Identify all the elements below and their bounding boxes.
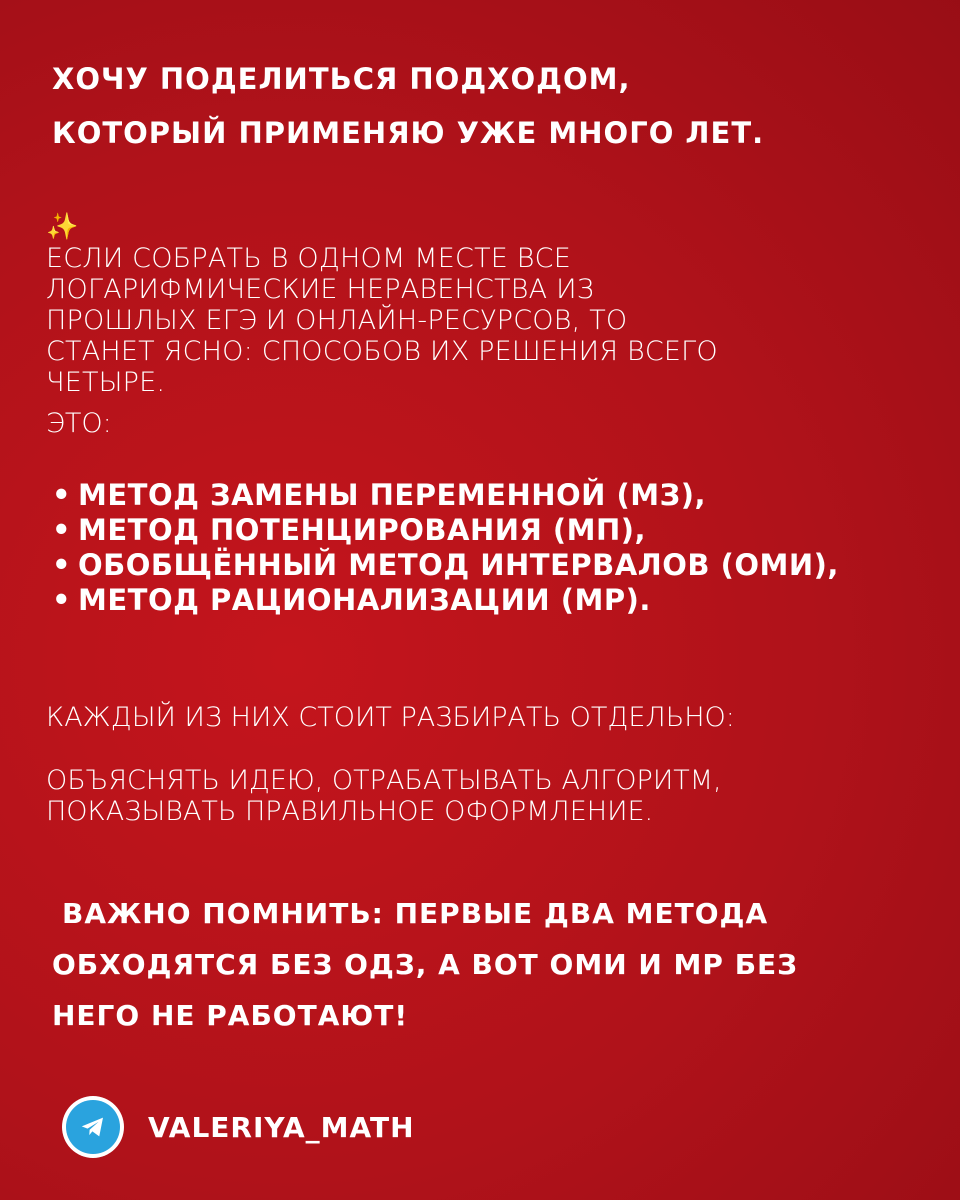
paragraph-each-method: КАЖДЫЙ ИЗ НИХ СТОИТ РАЗБИРАТЬ ОТДЕЛЬНО:: [46, 702, 735, 733]
bullet: •: [52, 548, 72, 582]
telegram-icon[interactable]: [62, 1096, 124, 1158]
method-text: МЕТОД РАЦИОНАЛИЗАЦИИ (МР).: [78, 583, 651, 617]
important-note: [52, 888, 922, 1041]
intro-line-2: ЛОГАРИФМИЧЕСКИЕ НЕРАВЕНСТВА ИЗ: [46, 274, 595, 305]
intro-paragraph: [46, 212, 926, 398]
intro-line-1: [46, 212, 926, 274]
method-text: ОБОБЩЁННЫЙ МЕТОД ИНТЕРВАЛОВ (ОМИ),: [78, 548, 839, 582]
sparkles-icon: ✨: [46, 212, 79, 242]
bullet: •: [52, 583, 72, 617]
intro-line-5: ЧЕТЫРЕ.: [46, 367, 166, 398]
eto-label: ЭТО:: [46, 408, 112, 439]
list-item: [52, 478, 952, 513]
important-line-3: НЕГО НЕ РАБОТАЮТ!: [52, 999, 409, 1032]
telegram-link[interactable]: [62, 1096, 415, 1158]
important-line-2: ОБХОДЯТСЯ БЕЗ ОДЗ, А ВОТ ОМИ И МР БЕЗ: [52, 948, 799, 981]
important-line-1: ВАЖНО ПОМНИТЬ: ПЕРВЫЕ ДВА МЕТОДА: [62, 897, 769, 930]
paragraph-explain: [46, 765, 926, 827]
telegram-handle[interactable]: VALERIYA_MATH: [148, 1110, 415, 1144]
bullet: •: [52, 478, 72, 512]
methods-list: [52, 478, 952, 618]
paragraph-explain-line-1: ОБЪЯСНЯТЬ ИДЕЮ, ОТРАБАТЫВАТЬ АЛГОРИТМ,: [46, 765, 722, 796]
heading-line-1: ХОЧУ ПОДЕЛИТЬСЯ ПОДХОДОМ,: [52, 62, 631, 96]
bullet: •: [52, 513, 72, 547]
list-item: [52, 583, 952, 618]
paragraph-explain-line-2: ПОКАЗЫВАТЬ ПРАВИЛЬНОЕ ОФОРМЛЕНИЕ.: [46, 796, 654, 827]
heading-line-2: КОТОРЫЙ ПРИМЕНЯЮ УЖЕ МНОГО ЛЕТ.: [52, 116, 765, 150]
list-item: [52, 513, 952, 548]
list-item: [52, 548, 952, 583]
method-text: МЕТОД ЗАМЕНЫ ПЕРЕМЕННОЙ (МЗ),: [78, 478, 707, 512]
heading: [52, 52, 932, 160]
intro-line-4: СТАНЕТ ЯСНО: СПОСОБОВ ИХ РЕШЕНИЯ ВСЕГО: [46, 336, 718, 367]
intro-line-1-text: ЕСЛИ СОБРАТЬ В ОДНОМ МЕСТЕ ВСЕ: [46, 243, 571, 274]
intro-line-3: ПРОШЛЫХ ЕГЭ И ОНЛАЙН-РЕСУРСОВ, ТО: [46, 305, 628, 336]
method-text: МЕТОД ПОТЕНЦИРОВАНИЯ (МП),: [78, 513, 647, 547]
